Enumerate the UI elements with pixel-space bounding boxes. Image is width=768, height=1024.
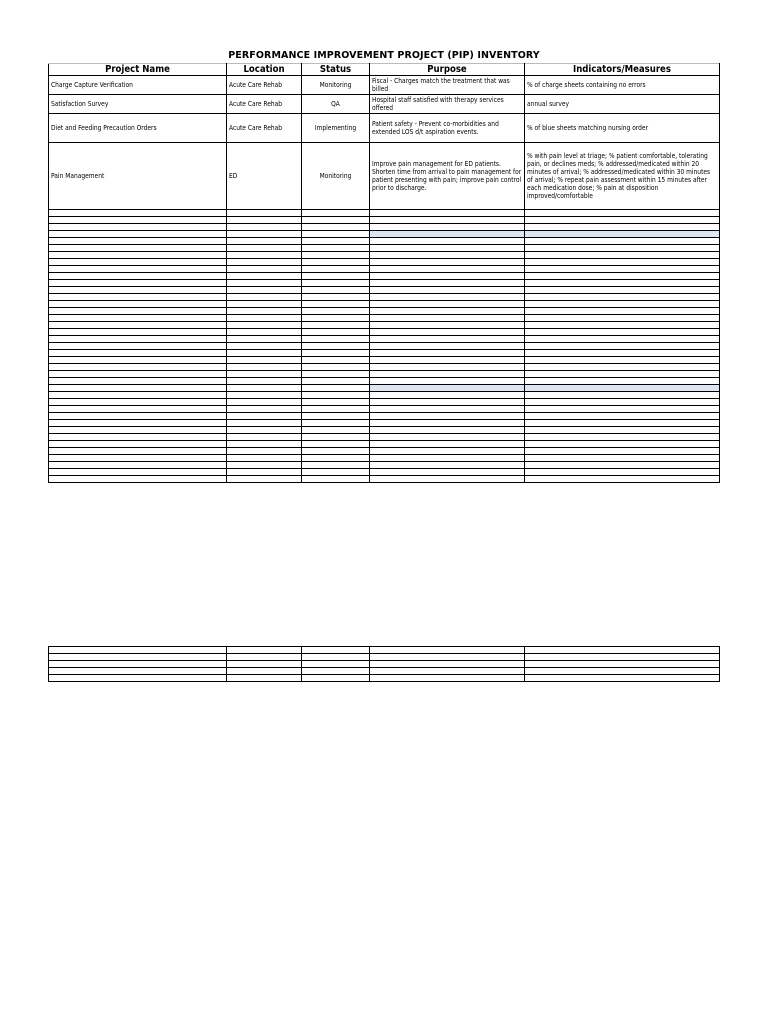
project-name-cell (49, 675, 227, 682)
table-row (49, 114, 720, 143)
status-cell (302, 647, 370, 654)
purpose-cell (370, 245, 525, 252)
empty-table-row (49, 378, 720, 385)
indicators-cell (525, 469, 720, 476)
indicators-cell (525, 441, 720, 448)
location-cell (227, 413, 302, 420)
indicators-cell (525, 399, 720, 406)
status-cell (302, 210, 370, 217)
purpose-cell (370, 280, 525, 287)
project-name-cell (49, 455, 227, 462)
empty-table-row (49, 675, 720, 682)
project-name-cell (49, 413, 227, 420)
status-cell (302, 350, 370, 357)
purpose-cell (370, 217, 525, 224)
location-cell (227, 434, 302, 441)
status-cell (302, 420, 370, 427)
sheet-title: PERFORMANCE IMPROVEMENT PROJECT (PIP) INVENTORY (228, 50, 540, 61)
status-cell (302, 378, 370, 385)
indicators-cell (525, 294, 720, 301)
empty-table-row (49, 245, 720, 252)
project-name-cell (49, 287, 227, 294)
purpose-cell (370, 661, 525, 668)
indicators-cell (525, 217, 720, 224)
indicators-cell (525, 231, 720, 238)
empty-table-row (49, 469, 720, 476)
purpose-cell (370, 210, 525, 217)
status-cell (302, 252, 370, 259)
location-cell: ED (227, 143, 302, 210)
location-cell (227, 371, 302, 378)
empty-table-row (49, 357, 720, 364)
project-name-cell (49, 273, 227, 280)
project-name-cell (49, 427, 227, 434)
project-name-cell: Charge Capture Verification (49, 76, 227, 95)
location-cell (227, 287, 302, 294)
status-cell (302, 654, 370, 661)
status-cell (302, 399, 370, 406)
purpose-cell (370, 259, 525, 266)
empty-table-row (49, 224, 720, 231)
purpose-cell (370, 329, 525, 336)
location-cell (227, 357, 302, 364)
purpose-cell (370, 378, 525, 385)
indicators-cell (525, 210, 720, 217)
location-cell (227, 217, 302, 224)
location-cell (227, 238, 302, 245)
table-row (49, 143, 720, 210)
empty-table-row (49, 217, 720, 224)
purpose-cell (370, 266, 525, 273)
status-cell (302, 462, 370, 469)
indicators-cell (525, 406, 720, 413)
indicators-cell (525, 224, 720, 231)
table-row (49, 95, 720, 114)
purpose-cell (370, 252, 525, 259)
status-cell (302, 336, 370, 343)
status-cell (302, 280, 370, 287)
purpose-cell (370, 315, 525, 322)
status-cell (302, 287, 370, 294)
status-cell (302, 315, 370, 322)
project-name-cell (49, 322, 227, 329)
location-cell (227, 661, 302, 668)
empty-table-row (49, 350, 720, 357)
empty-table-row (49, 647, 720, 654)
project-name-cell (49, 343, 227, 350)
purpose-cell: Improve pain management for ED patients. Shorten time from arrival to pain management for patient presenting with pain; improve pain control prior to discharge. (370, 143, 525, 210)
purpose-cell (370, 273, 525, 280)
purpose-cell (370, 322, 525, 329)
header-project-name: Project Name (49, 64, 227, 76)
location-cell (227, 308, 302, 315)
location-cell (227, 336, 302, 343)
project-name-cell (49, 371, 227, 378)
indicators-cell (525, 661, 720, 668)
location-cell (227, 364, 302, 371)
project-name-cell (49, 245, 227, 252)
project-name-cell (49, 661, 227, 668)
indicators-cell (525, 378, 720, 385)
purpose-cell (370, 427, 525, 434)
purpose-cell (370, 469, 525, 476)
indicators-cell (525, 455, 720, 462)
status-cell (302, 245, 370, 252)
location-cell (227, 301, 302, 308)
project-name-cell (49, 476, 227, 483)
indicators-cell (525, 315, 720, 322)
project-name-cell (49, 434, 227, 441)
indicators-cell (525, 647, 720, 654)
indicators-cell (525, 308, 720, 315)
project-name-cell (49, 315, 227, 322)
project-name-cell (49, 329, 227, 336)
project-name-cell (49, 224, 227, 231)
purpose-cell (370, 668, 525, 675)
location-cell (227, 647, 302, 654)
status-cell: QA (302, 95, 370, 114)
empty-table-row (49, 280, 720, 287)
indicators-cell: % of charge sheets containing no errors (525, 76, 720, 95)
purpose-cell (370, 224, 525, 231)
status-cell (302, 371, 370, 378)
empty-table-row (49, 455, 720, 462)
location-cell (227, 476, 302, 483)
empty-table-row (49, 329, 720, 336)
indicators-cell (525, 336, 720, 343)
indicators-cell (525, 654, 720, 661)
empty-table-row (49, 287, 720, 294)
project-name-cell (49, 266, 227, 273)
empty-table-row (49, 668, 720, 675)
empty-table-row (49, 399, 720, 406)
location-cell (227, 406, 302, 413)
purpose-cell (370, 294, 525, 301)
purpose-cell (370, 434, 525, 441)
indicators-cell (525, 329, 720, 336)
project-name-cell (49, 259, 227, 266)
location-cell (227, 294, 302, 301)
empty-table-row (49, 406, 720, 413)
location-cell (227, 350, 302, 357)
project-name-cell (49, 308, 227, 315)
purpose-cell (370, 357, 525, 364)
purpose-cell (370, 406, 525, 413)
status-cell (302, 441, 370, 448)
indicators-cell (525, 343, 720, 350)
empty-table-row (49, 294, 720, 301)
status-cell (302, 476, 370, 483)
status-cell (302, 406, 370, 413)
empty-table-row (49, 364, 720, 371)
status-cell (302, 231, 370, 238)
empty-table-row (49, 238, 720, 245)
status-cell (302, 455, 370, 462)
status-cell (302, 259, 370, 266)
empty-table-row (49, 427, 720, 434)
indicators-cell: % with pain level at triage; % patient comfortable, tolerating pain, or declines meds; % addressed/medicated within 20 minutes of arrival; % addressed/medicated within 30 minutes of arrival; % repeat pain assessment within 15 minutes after each medication dose; % pain at disposition improved/comfortable (525, 143, 720, 210)
purpose-cell (370, 343, 525, 350)
project-name-cell (49, 462, 227, 469)
empty-table-row (49, 392, 720, 399)
project-name-cell (49, 668, 227, 675)
empty-table-row (49, 322, 720, 329)
indicators-cell (525, 245, 720, 252)
location-cell: Acute Care Rehab (227, 114, 302, 143)
project-name-cell (49, 406, 227, 413)
location-cell (227, 654, 302, 661)
location-cell (227, 392, 302, 399)
status-cell (302, 448, 370, 455)
location-cell (227, 231, 302, 238)
empty-table-row (49, 336, 720, 343)
project-name-cell (49, 392, 227, 399)
project-name-cell (49, 420, 227, 427)
location-cell (227, 280, 302, 287)
empty-table-row (49, 231, 720, 238)
project-name-cell (49, 364, 227, 371)
purpose-cell (370, 364, 525, 371)
indicators-cell (525, 252, 720, 259)
table-row (49, 76, 720, 95)
location-cell (227, 224, 302, 231)
empty-table-row (49, 343, 720, 350)
status-cell (302, 329, 370, 336)
indicators-cell (525, 448, 720, 455)
indicators-cell (525, 668, 720, 675)
status-cell (302, 273, 370, 280)
indicators-cell: % of blue sheets matching nursing order (525, 114, 720, 143)
indicators-cell (525, 322, 720, 329)
location-cell (227, 399, 302, 406)
purpose-cell (370, 350, 525, 357)
location-cell (227, 252, 302, 259)
header-purpose: Purpose (370, 64, 525, 76)
status-cell (302, 357, 370, 364)
indicators-cell (525, 287, 720, 294)
indicators-cell (525, 462, 720, 469)
project-name-cell (49, 357, 227, 364)
location-cell: Acute Care Rehab (227, 76, 302, 95)
empty-table-row (49, 476, 720, 483)
status-cell (302, 392, 370, 399)
indicators-cell (525, 675, 720, 682)
purpose-cell (370, 231, 525, 238)
location-cell (227, 273, 302, 280)
status-cell (302, 294, 370, 301)
status-cell (302, 469, 370, 476)
project-name-cell (49, 441, 227, 448)
purpose-cell (370, 448, 525, 455)
indicators-cell (525, 434, 720, 441)
empty-table-row (49, 308, 720, 315)
status-cell (302, 385, 370, 392)
project-name-cell (49, 301, 227, 308)
empty-table-row (49, 301, 720, 308)
indicators-cell (525, 476, 720, 483)
indicators-cell (525, 371, 720, 378)
location-cell (227, 322, 302, 329)
purpose-cell (370, 455, 525, 462)
location-cell (227, 266, 302, 273)
status-cell: Monitoring (302, 76, 370, 95)
project-name-cell (49, 350, 227, 357)
empty-table-row (49, 420, 720, 427)
empty-table-row (49, 385, 720, 392)
empty-table-row (49, 462, 720, 469)
purpose-cell (370, 420, 525, 427)
purpose-cell (370, 399, 525, 406)
indicators-cell (525, 427, 720, 434)
project-name-cell: Diet and Feeding Precaution Orders (49, 114, 227, 143)
location-cell (227, 462, 302, 469)
indicators-cell (525, 392, 720, 399)
indicators-cell (525, 420, 720, 427)
project-name-cell (49, 252, 227, 259)
project-name-cell (49, 378, 227, 385)
status-cell (302, 308, 370, 315)
indicators-cell (525, 266, 720, 273)
header-row (49, 64, 720, 76)
indicators-cell: annual survey (525, 95, 720, 114)
indicators-cell (525, 273, 720, 280)
location-cell (227, 315, 302, 322)
empty-table-row (49, 210, 720, 217)
header-status: Status (302, 64, 370, 76)
indicators-cell (525, 364, 720, 371)
indicators-cell (525, 280, 720, 287)
empty-table-row (49, 434, 720, 441)
indicators-cell (525, 259, 720, 266)
status-cell (302, 217, 370, 224)
location-cell (227, 210, 302, 217)
purpose-cell (370, 647, 525, 654)
location-cell (227, 245, 302, 252)
indicators-cell (525, 357, 720, 364)
location-cell (227, 427, 302, 434)
location-cell (227, 329, 302, 336)
empty-table-row (49, 661, 720, 668)
project-name-cell (49, 469, 227, 476)
project-name-cell (49, 448, 227, 455)
project-name-cell: Satisfaction Survey (49, 95, 227, 114)
location-cell (227, 385, 302, 392)
purpose-cell: Patient safety - Prevent co-morbidities and extended LOS d/t aspiration events. (370, 114, 525, 143)
purpose-cell (370, 675, 525, 682)
empty-table-row (49, 441, 720, 448)
purpose-cell (370, 336, 525, 343)
project-name-cell (49, 238, 227, 245)
indicators-cell (525, 385, 720, 392)
location-cell (227, 343, 302, 350)
purpose-cell (370, 238, 525, 245)
project-name-cell (49, 399, 227, 406)
location-cell (227, 448, 302, 455)
purpose-cell: Hospital staff satisfied with therapy services offered (370, 95, 525, 114)
purpose-cell (370, 301, 525, 308)
location-cell (227, 469, 302, 476)
header-indicators: Indicators/Measures (525, 64, 720, 76)
status-cell (302, 675, 370, 682)
project-name-cell (49, 280, 227, 287)
status-cell (302, 322, 370, 329)
status-cell (302, 668, 370, 675)
status-cell (302, 364, 370, 371)
status-cell (302, 413, 370, 420)
location-cell (227, 675, 302, 682)
location-cell (227, 441, 302, 448)
purpose-cell (370, 308, 525, 315)
empty-table-row (49, 273, 720, 280)
purpose-cell (370, 413, 525, 420)
location-cell (227, 378, 302, 385)
location-cell (227, 668, 302, 675)
purpose-cell (370, 287, 525, 294)
project-name-cell (49, 294, 227, 301)
status-cell: Implementing (302, 114, 370, 143)
status-cell: Monitoring (302, 143, 370, 210)
project-name-cell: Pain Management (49, 143, 227, 210)
status-cell (302, 301, 370, 308)
project-name-cell (49, 210, 227, 217)
empty-table-row (49, 654, 720, 661)
status-cell (302, 427, 370, 434)
project-name-cell (49, 336, 227, 343)
project-name-cell (49, 647, 227, 654)
location-cell: Acute Care Rehab (227, 95, 302, 114)
indicators-cell (525, 413, 720, 420)
purpose-cell (370, 441, 525, 448)
blank-rows-table (48, 646, 720, 682)
location-cell (227, 420, 302, 427)
status-cell (302, 661, 370, 668)
purpose-cell (370, 392, 525, 399)
empty-table-row (49, 259, 720, 266)
empty-table-row (49, 413, 720, 420)
project-name-cell (49, 385, 227, 392)
purpose-cell: Fiscal - Charges match the treatment that was billed (370, 76, 525, 95)
status-cell (302, 343, 370, 350)
purpose-cell (370, 476, 525, 483)
indicators-cell (525, 238, 720, 245)
status-cell (302, 434, 370, 441)
project-name-cell (49, 231, 227, 238)
indicators-cell (525, 301, 720, 308)
empty-table-row (49, 252, 720, 259)
location-cell (227, 455, 302, 462)
indicators-cell (525, 350, 720, 357)
project-name-cell (49, 217, 227, 224)
purpose-cell (370, 385, 525, 392)
empty-table-row (49, 448, 720, 455)
status-cell (302, 238, 370, 245)
header-location: Location (227, 64, 302, 76)
empty-table-row (49, 371, 720, 378)
project-name-cell (49, 654, 227, 661)
location-cell (227, 259, 302, 266)
purpose-cell (370, 462, 525, 469)
pip-inventory-table (48, 63, 720, 483)
empty-table-row (49, 266, 720, 273)
purpose-cell (370, 371, 525, 378)
empty-table-row (49, 315, 720, 322)
status-cell (302, 224, 370, 231)
purpose-cell (370, 654, 525, 661)
status-cell (302, 266, 370, 273)
